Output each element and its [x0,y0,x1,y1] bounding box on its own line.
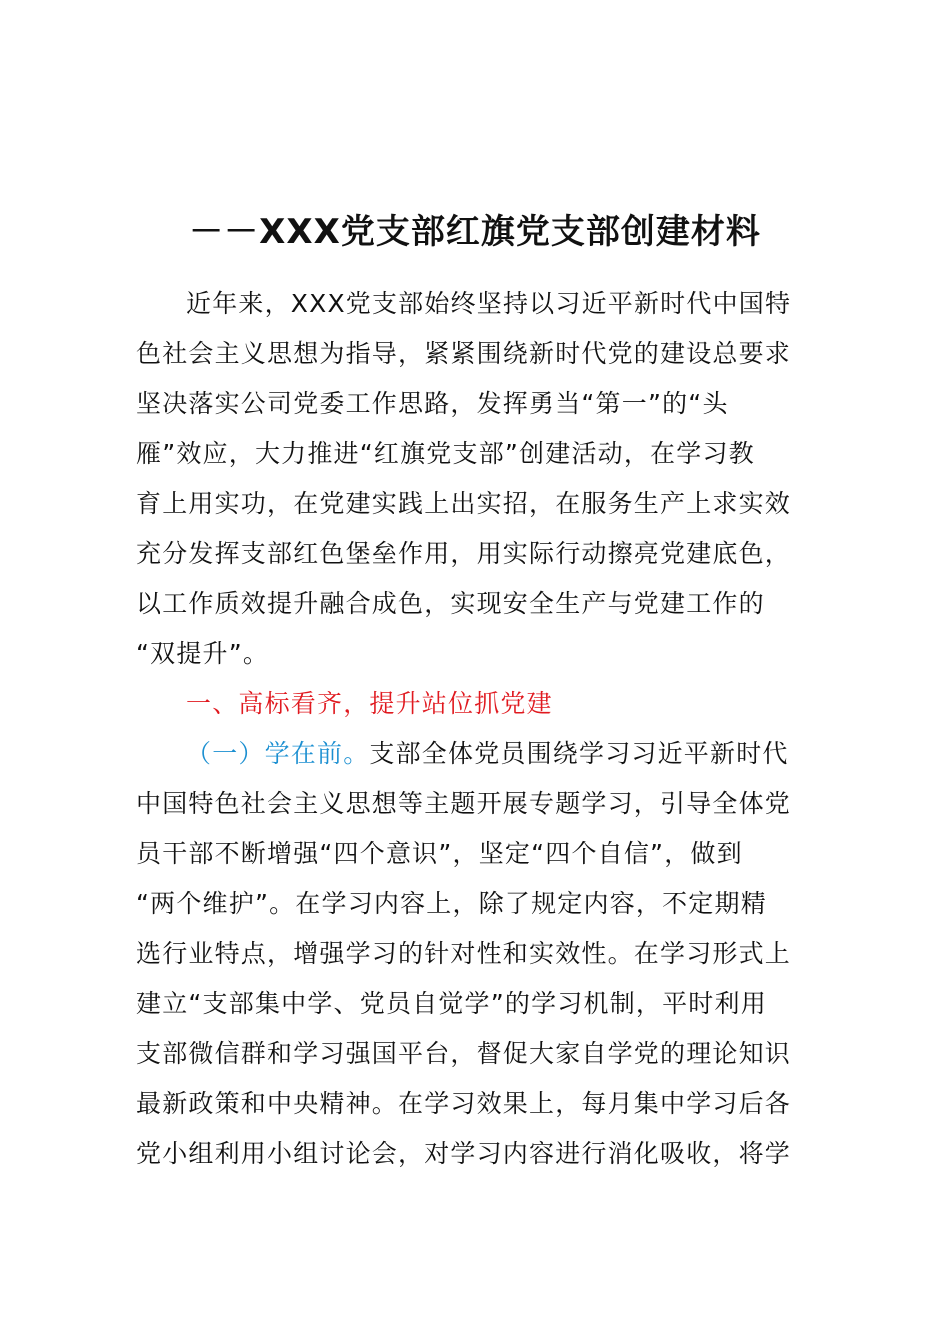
body-line: 党小组利用小组讨论会，对学习内容进行消化吸收，将学 [136,1139,792,1168]
intro-line: “双提升”。 [136,639,270,668]
intro-line: 雁”效应，大力推进“红旗党支部”创建活动，在学习教 [136,439,755,468]
intro-line: 以工作质效提升融合成色，实现安全生产与党建工作的 [136,589,765,618]
intro-line: 充分发挥支部红色堡垒作用，用实际行动擦亮党建底色， [136,539,792,568]
intro-line: 色社会主义思想为指导，紧紧围绕新时代党的建设总要求 [136,339,792,368]
intro-line: 近年来，XXX党支部始终坚持以习近平新时代中国特 [186,289,792,318]
subsection-label: （一）学在前。 [186,739,370,768]
body-line: 员干部不断增强“四个意识”，坚定“四个自信”，做到 [136,839,743,868]
body-line: 中国特色社会主义思想等主题开展专题学习，引导全体党 [136,789,792,818]
body-line: 建立“支部集中学、党员自觉学”的学习机制，平时利用 [136,989,767,1018]
intro-line: 坚决落实公司党委工作思路，发挥勇当“第一”的“头 [136,389,729,418]
intro-line: 育上用实功，在党建实践上出实招，在服务生产上求实效 [136,489,792,518]
subsection-first-line [186,734,886,774]
body-line: 最新政策和中央精神。在学习效果上，每月集中学习后各 [136,1089,792,1118]
document-title: －－XXX党支部红旗党支部创建材料 [189,212,761,252]
section-heading: 一、高标看齐，提升站位抓党建 [186,689,553,718]
subsection-text: 支部全体党员围绕学习习近平新时代 [369,739,789,768]
body-line: 支部微信群和学习强国平台，督促大家自学党的理论知识 [136,1039,792,1068]
body-line: “两个维护”。在学习内容上，除了规定内容，不定期精 [136,889,767,918]
body-line: 选行业特点，增强学习的针对性和实效性。在学习形式上 [136,939,792,968]
